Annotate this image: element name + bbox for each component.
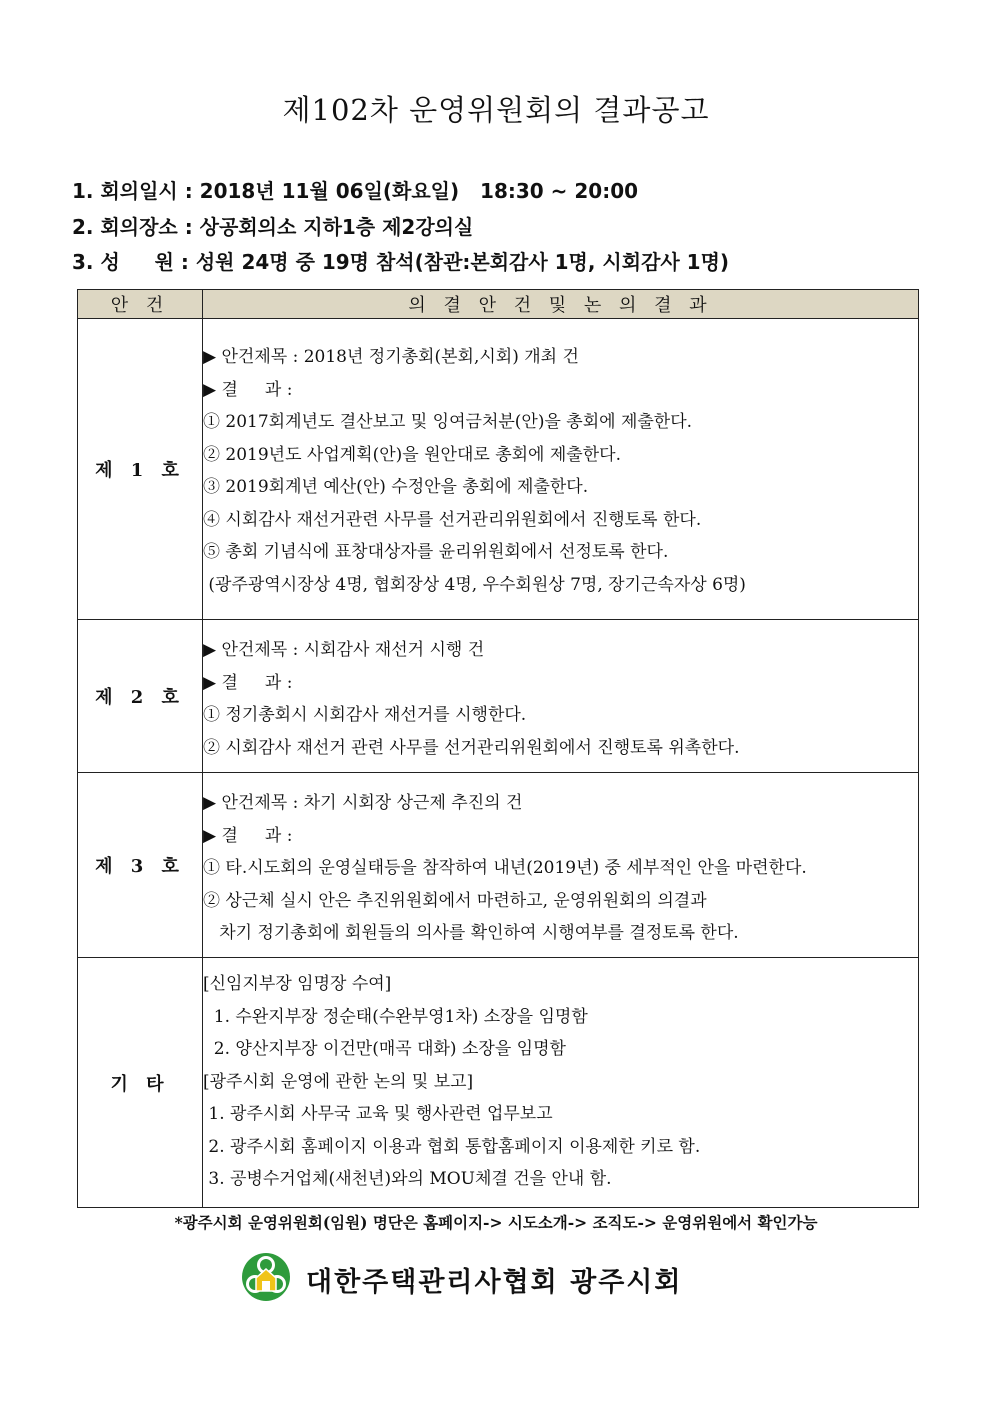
table-header-row: [78, 290, 919, 319]
agenda-line: ▶ 안건제목 : 차기 시회장 상근제 추진의 건: [203, 793, 523, 813]
meeting-date: 1. 회의일시 : 2018년 11월 06일(화요일) 18:30 ~ 20:00: [72, 179, 639, 203]
page-title: 제102차 운영위원회의 결과공고: [282, 93, 710, 127]
agenda-line: ④ 시회감사 재선거관련 사무를 선거관리위원회에서 진행토록 한다.: [203, 509, 702, 530]
footnote: *광주시회 운영위원회(임원) 명단은 홈페이지-> 시도소개-> 조직도-> 운영위원에서 확인가능: [174, 1213, 818, 1232]
agenda-line: 2. 양산지부장 이건만(매곡 대화) 소장을 임명함: [203, 1039, 566, 1059]
agenda-line: ③ 2019회계년 예산(안) 수정안을 총회에 제출한다.: [203, 477, 589, 497]
agenda-content: [203, 319, 919, 620]
organization-name: 대한주택관리사협회 광주시회: [306, 1266, 683, 1298]
agenda-line: 1. 수완지부장 정순태(수완부영1차) 소장을 임명함: [203, 1006, 588, 1027]
table-row: [78, 620, 919, 773]
agenda-line: ② 상근체 실시 안은 추진위원회에서 마련하고, 운영위원회의 의결과: [203, 890, 707, 911]
agenda-line: ▶ 결 과 :: [203, 825, 293, 846]
organization-footer: [240, 1254, 682, 1304]
agenda-line: [광주시회 운영에 관한 논의 및 보고]: [203, 1071, 474, 1092]
agenda-line: 2. 광주시회 홈페이지 이용과 협회 통합홈페이지 이용제한 키로 함.: [203, 1136, 701, 1157]
agenda-line: ② 2019년도 사업계획(안)을 원안대로 총회에 제출한다.: [203, 444, 621, 465]
agenda-line: [신임지부장 임명장 수여]: [203, 974, 392, 994]
agenda-label: 제 1 호: [78, 319, 203, 620]
table-row: [78, 958, 919, 1208]
header-agenda: 안 건: [78, 290, 203, 319]
agenda-content: [203, 773, 919, 958]
table-row: [78, 773, 919, 958]
meeting-quorum: 3. 성 원 : 성원 24명 중 19명 참석(참관:본회감사 1명, 시회감사 1명): [72, 250, 730, 274]
agenda-line: 3. 공병수거업체(새천년)와의 MOU체결 건을 안내 함.: [203, 1169, 612, 1189]
table-row: [78, 319, 919, 620]
agenda-line: ⑤ 총회 기념식에 표창대상자를 윤리위원회에서 선정토록 한다.: [203, 542, 669, 562]
agenda-line: ① 정기총회시 시회감사 재선거를 시행한다.: [203, 705, 527, 725]
header-results: 의 결 안 건 및 논 의 결 과: [203, 290, 919, 319]
meeting-place: 2. 회의장소 : 상공회의소 지하1층 제2강의실: [72, 215, 474, 239]
organization-logo-icon: [240, 1251, 292, 1308]
agenda-line: ① 2017회계년도 결산보고 및 잉여금처분(안)을 총회에 제출한다.: [203, 412, 693, 432]
agenda-line: ② 시회감사 재선거 관련 사무를 선거관리위원회에서 진행토록 위촉한다.: [203, 737, 740, 758]
agenda-line: ▶ 안건제목 : 2018년 정기총회(본회,시회) 개최 건: [203, 347, 579, 367]
agenda-line: ▶ 결 과 :: [203, 672, 293, 693]
results-table: [77, 289, 919, 1208]
agenda-label: 제 2 호: [78, 620, 203, 773]
agenda-line: 1. 광주시회 사무국 교육 및 행사관련 업무보고: [203, 1104, 553, 1124]
agenda-content: [203, 620, 919, 773]
agenda-line: ① 타.시도회의 운영실태등을 참작하여 내년(2019년) 중 세부적인 안을 마련한다.: [203, 858, 807, 878]
agenda-label: 기 타: [78, 958, 203, 1208]
agenda-line: ▶ 안건제목 : 시회감사 재선거 시행 건: [203, 640, 485, 660]
agenda-label: 제 3 호: [78, 773, 203, 958]
agenda-line: 차기 정기총회에 회원들의 의사를 확인하여 시행여부를 결정토록 한다.: [203, 923, 739, 943]
agenda-line: (광주광역시장상 4명, 협회장상 4명, 우수회원상 7명, 장기근속자상 6명): [203, 574, 746, 595]
agenda-line: ▶ 결 과 :: [203, 379, 293, 400]
agenda-content: [203, 958, 919, 1208]
